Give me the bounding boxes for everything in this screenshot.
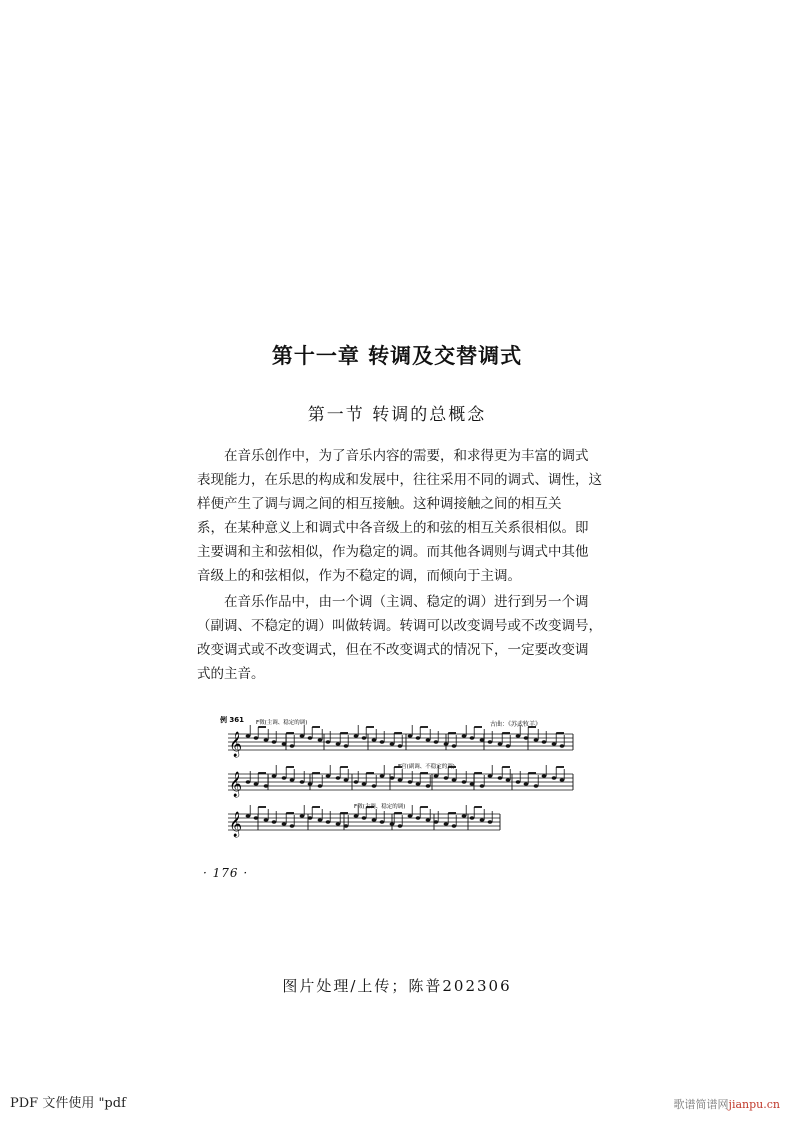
note-head (290, 778, 295, 782)
note-head (398, 744, 403, 748)
note-head (372, 738, 377, 742)
note-head (300, 814, 305, 818)
note-head (246, 814, 251, 818)
note-head (552, 776, 557, 780)
paragraph-line: 主要调和主和弦相似，作为稳定的调。而其他各调则与调式中其他 (197, 544, 589, 560)
watermark-site-name: 歌谱简谱网 (673, 1098, 729, 1111)
note-head (318, 818, 323, 822)
note-head (272, 774, 277, 778)
paragraph-line: 在音乐作品中，由一个调（主调、稳定的调）进行到另一个调 (224, 594, 589, 610)
paragraph-line: 改变调式或不改变调式，但在不改变调式的情况下，一定要改变调 (197, 642, 589, 658)
paragraph-line: （副调、不稳定的调）叫做转调。转调可以改变调号或不改变调号， (197, 618, 602, 634)
note-head (480, 818, 485, 822)
note-head (426, 738, 431, 742)
note-head (362, 736, 367, 740)
note-head (290, 824, 295, 828)
note-head (480, 738, 485, 742)
note-head (506, 778, 511, 782)
note-head (552, 742, 557, 746)
note-head (308, 816, 313, 820)
note-head (462, 734, 467, 738)
modulation-mark-2: F宫(副调、不稳定的调) (398, 764, 455, 770)
note-head (416, 782, 421, 786)
note-head (308, 736, 313, 740)
footer-watermark (674, 1096, 780, 1112)
note-head (452, 778, 457, 782)
note-head (516, 734, 521, 738)
note-head (408, 780, 413, 784)
note-head (542, 774, 547, 778)
note-head (308, 782, 313, 786)
paragraph-line: 在音乐创作中，为了音乐内容的需要，和求得更为丰富的调式 (224, 448, 589, 464)
note-head (318, 784, 323, 788)
note-head (462, 814, 467, 818)
note-head (300, 780, 305, 784)
note-head (264, 818, 269, 822)
paragraph-line: 样便产生了调与调之间的相互接触。这种调接触之间的相互关 (197, 496, 562, 512)
note-head (488, 740, 493, 744)
note-head (344, 778, 349, 782)
note-head (452, 824, 457, 828)
note-head (498, 742, 503, 746)
note-head (254, 782, 259, 786)
watermark-url: jianpu.cn (728, 1098, 780, 1111)
section-title: 第一节 转调的总概念 (307, 405, 487, 425)
modulation-mark-3: F徵(主调、稳定的调) (354, 804, 406, 810)
note-head (282, 742, 287, 746)
treble-clef: 𝄞 (229, 772, 243, 797)
note-head (264, 784, 269, 788)
note-head (390, 822, 395, 826)
note-head (426, 818, 431, 822)
note-head (488, 820, 493, 824)
note-head (444, 822, 449, 826)
note-head (326, 820, 331, 824)
paragraph-line: 系，在某种意义上和调式中各音级上的和弦的相互关系很相似。即 (197, 520, 589, 536)
footer-pdf-note: PDF 文件使用 "pdf (10, 1096, 126, 1111)
note-head (444, 742, 449, 746)
note-head (336, 776, 341, 780)
paragraph-1 (197, 444, 602, 588)
note-head (444, 776, 449, 780)
note-head (362, 816, 367, 820)
note-head (488, 774, 493, 778)
note-head (434, 740, 439, 744)
note-head (336, 822, 341, 826)
note-head (354, 780, 359, 784)
credit-line: 图片处理/上传；陈普202306 (282, 977, 512, 995)
note-head (336, 742, 341, 746)
note-head (246, 780, 251, 784)
note-head (408, 734, 413, 738)
note-head (426, 784, 431, 788)
note-head (524, 736, 529, 740)
note-head (326, 740, 331, 744)
note-head (372, 784, 377, 788)
note-head (434, 820, 439, 824)
paragraph-line: 表现能力，在乐思的构成和发展中，往往采用不同的调式、调性，这 (197, 472, 602, 488)
note-head (362, 782, 367, 786)
treble-clef: 𝄞 (229, 732, 243, 757)
note-head (254, 736, 259, 740)
note-head (372, 818, 377, 822)
note-head (434, 774, 439, 778)
note-head (542, 740, 547, 744)
note-head (524, 782, 529, 786)
note-head (560, 744, 565, 748)
note-head (398, 824, 403, 828)
note-head (354, 734, 359, 738)
note-head (282, 776, 287, 780)
note-head (390, 742, 395, 746)
note-head (318, 738, 323, 742)
source-label: 古曲：《苏武牧羊》 (490, 721, 542, 728)
note-head (380, 774, 385, 778)
note-head (254, 816, 259, 820)
note-head (416, 816, 421, 820)
treble-clef: 𝄞 (229, 812, 243, 837)
note-head (470, 736, 475, 740)
note-head (408, 814, 413, 818)
note-head (560, 778, 565, 782)
note-head (380, 820, 385, 824)
note-head (290, 744, 295, 748)
note-head (452, 744, 457, 748)
example-label: 例 361 (220, 716, 245, 724)
note-head (344, 824, 349, 828)
music-score-example (220, 712, 588, 842)
modulation-mark-1: F徵(主调、稳定的调) (256, 720, 308, 726)
chapter-title: 第十一章 转调及交替调式 (271, 344, 523, 368)
note-head (326, 774, 331, 778)
note-head (398, 778, 403, 782)
note-head (282, 822, 287, 826)
note-head (534, 784, 539, 788)
note-head (354, 814, 359, 818)
note-head (470, 782, 475, 786)
note-head (246, 734, 251, 738)
paragraph-2 (197, 590, 602, 686)
paragraph-line: 式的主音。 (197, 666, 265, 682)
note-head (534, 738, 539, 742)
note-head (272, 820, 277, 824)
note-head (380, 740, 385, 744)
note-head (506, 744, 511, 748)
note-head (498, 776, 503, 780)
paragraph-line: 音级上的和弦相似，作为不稳定的调，而倾向于主调。 (197, 568, 521, 584)
note-head (344, 744, 349, 748)
note-head (480, 784, 485, 788)
note-head (470, 816, 475, 820)
note-head (416, 736, 421, 740)
note-head (272, 740, 277, 744)
note-head (300, 734, 305, 738)
note-head (516, 780, 521, 784)
staves (228, 725, 573, 837)
page-number: · 176 · (203, 866, 249, 880)
note-head (462, 780, 467, 784)
note-head (264, 738, 269, 742)
note-head (390, 776, 395, 780)
